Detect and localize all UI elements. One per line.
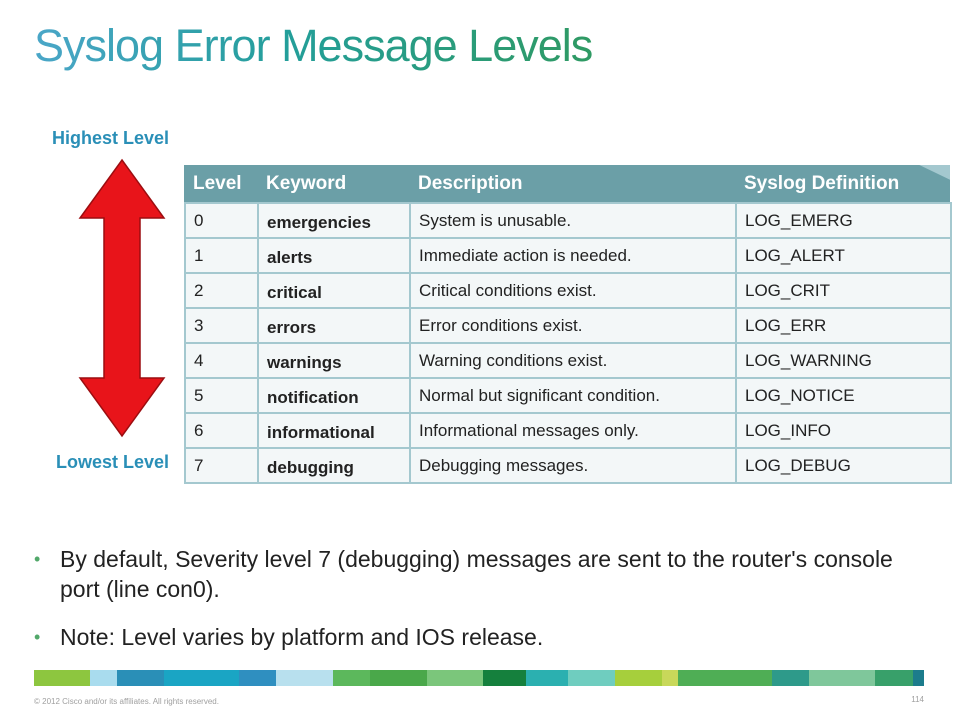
table-header-row [185,165,951,203]
cell-level: 5 [185,378,258,413]
bullet-item [34,622,934,652]
cell-keyword: alerts [258,238,410,273]
cell-level: 2 [185,273,258,308]
color-bar-segment [875,670,913,686]
cell-level: 7 [185,448,258,483]
table-row [185,203,951,238]
table-row [185,273,951,308]
bullet-dot-icon: • [34,549,41,569]
cell-keyword: critical [258,273,410,308]
cell-level: 6 [185,413,258,448]
cell-definition: LOG_ALERT [736,238,951,273]
footer-color-bar [34,670,924,686]
color-bar-segment [483,670,525,686]
cell-level: 1 [185,238,258,273]
cell-keyword: warnings [258,343,410,378]
cell-description: Immediate action is needed. [410,238,736,273]
color-bar-segment [370,670,426,686]
color-bar-segment [34,670,90,686]
cell-description: System is unusable. [410,203,736,238]
slide-title: Syslog Error Message Levels [34,20,593,71]
cell-definition: LOG_CRIT [736,273,951,308]
color-bar-segment [333,670,371,686]
cell-definition: LOG_NOTICE [736,378,951,413]
cell-description: Warning conditions exist. [410,343,736,378]
bullet-item [34,544,934,604]
cell-keyword: errors [258,308,410,343]
bullet-dot-icon: • [34,627,41,647]
color-bar-segment [117,670,164,686]
color-bar-segment [772,670,810,686]
table-row [185,448,951,483]
table-row [185,343,951,378]
color-bar-segment [526,670,568,686]
cell-definition: LOG_EMERG [736,203,951,238]
page-number: 114 [911,695,924,704]
cell-level: 4 [185,343,258,378]
highest-level-label: Highest Level [52,128,170,148]
cell-definition: LOG_DEBUG [736,448,951,483]
color-bar-segment [239,670,277,686]
color-bar-segment [276,670,332,686]
cell-definition: LOG_INFO [736,413,951,448]
bullet-text: By default, Severity level 7 (debugging) messages are sent to the router's console port (line con0). [60,546,893,602]
color-bar-segment [568,670,615,686]
double-arrow-icon [76,158,168,438]
bullet-list [34,544,934,670]
table-row [185,378,951,413]
cell-keyword: emergencies [258,203,410,238]
color-bar-segment [662,670,678,686]
color-bar-segment [427,670,483,686]
col-header-keyword: Keyword [266,172,347,194]
col-header-level: Level [193,172,242,194]
bullet-text: Note: Level varies by platform and IOS release. [60,624,544,650]
cell-definition: LOG_WARNING [736,343,951,378]
lowest-level-label: Lowest Level [56,452,170,472]
cell-level: 3 [185,308,258,343]
cell-description: Critical conditions exist. [410,273,736,308]
cell-definition: LOG_ERR [736,308,951,343]
table-row [185,308,951,343]
copyright-text: © 2012 Cisco and/or its affiliates. All rights reserved. [34,697,219,706]
cell-keyword: debugging [258,448,410,483]
color-bar-segment [678,670,772,686]
cell-description: Debugging messages. [410,448,736,483]
syslog-levels-table [184,165,950,477]
color-bar-segment [913,670,924,686]
cell-level: 0 [185,203,258,238]
table-row [185,238,951,273]
col-header-definition: Syslog Definition [744,172,900,194]
cell-keyword: notification [258,378,410,413]
syslog-table [184,165,952,484]
cell-description: Informational messages only. [410,413,736,448]
col-header-description: Description [418,172,523,194]
color-bar-segment [164,670,239,686]
color-bar-segment [615,670,662,686]
table-row [185,413,951,448]
cell-description: Error conditions exist. [410,308,736,343]
cell-keyword: informational [258,413,410,448]
cell-description: Normal but significant condition. [410,378,736,413]
color-bar-segment [90,670,116,686]
color-bar-segment [809,670,875,686]
